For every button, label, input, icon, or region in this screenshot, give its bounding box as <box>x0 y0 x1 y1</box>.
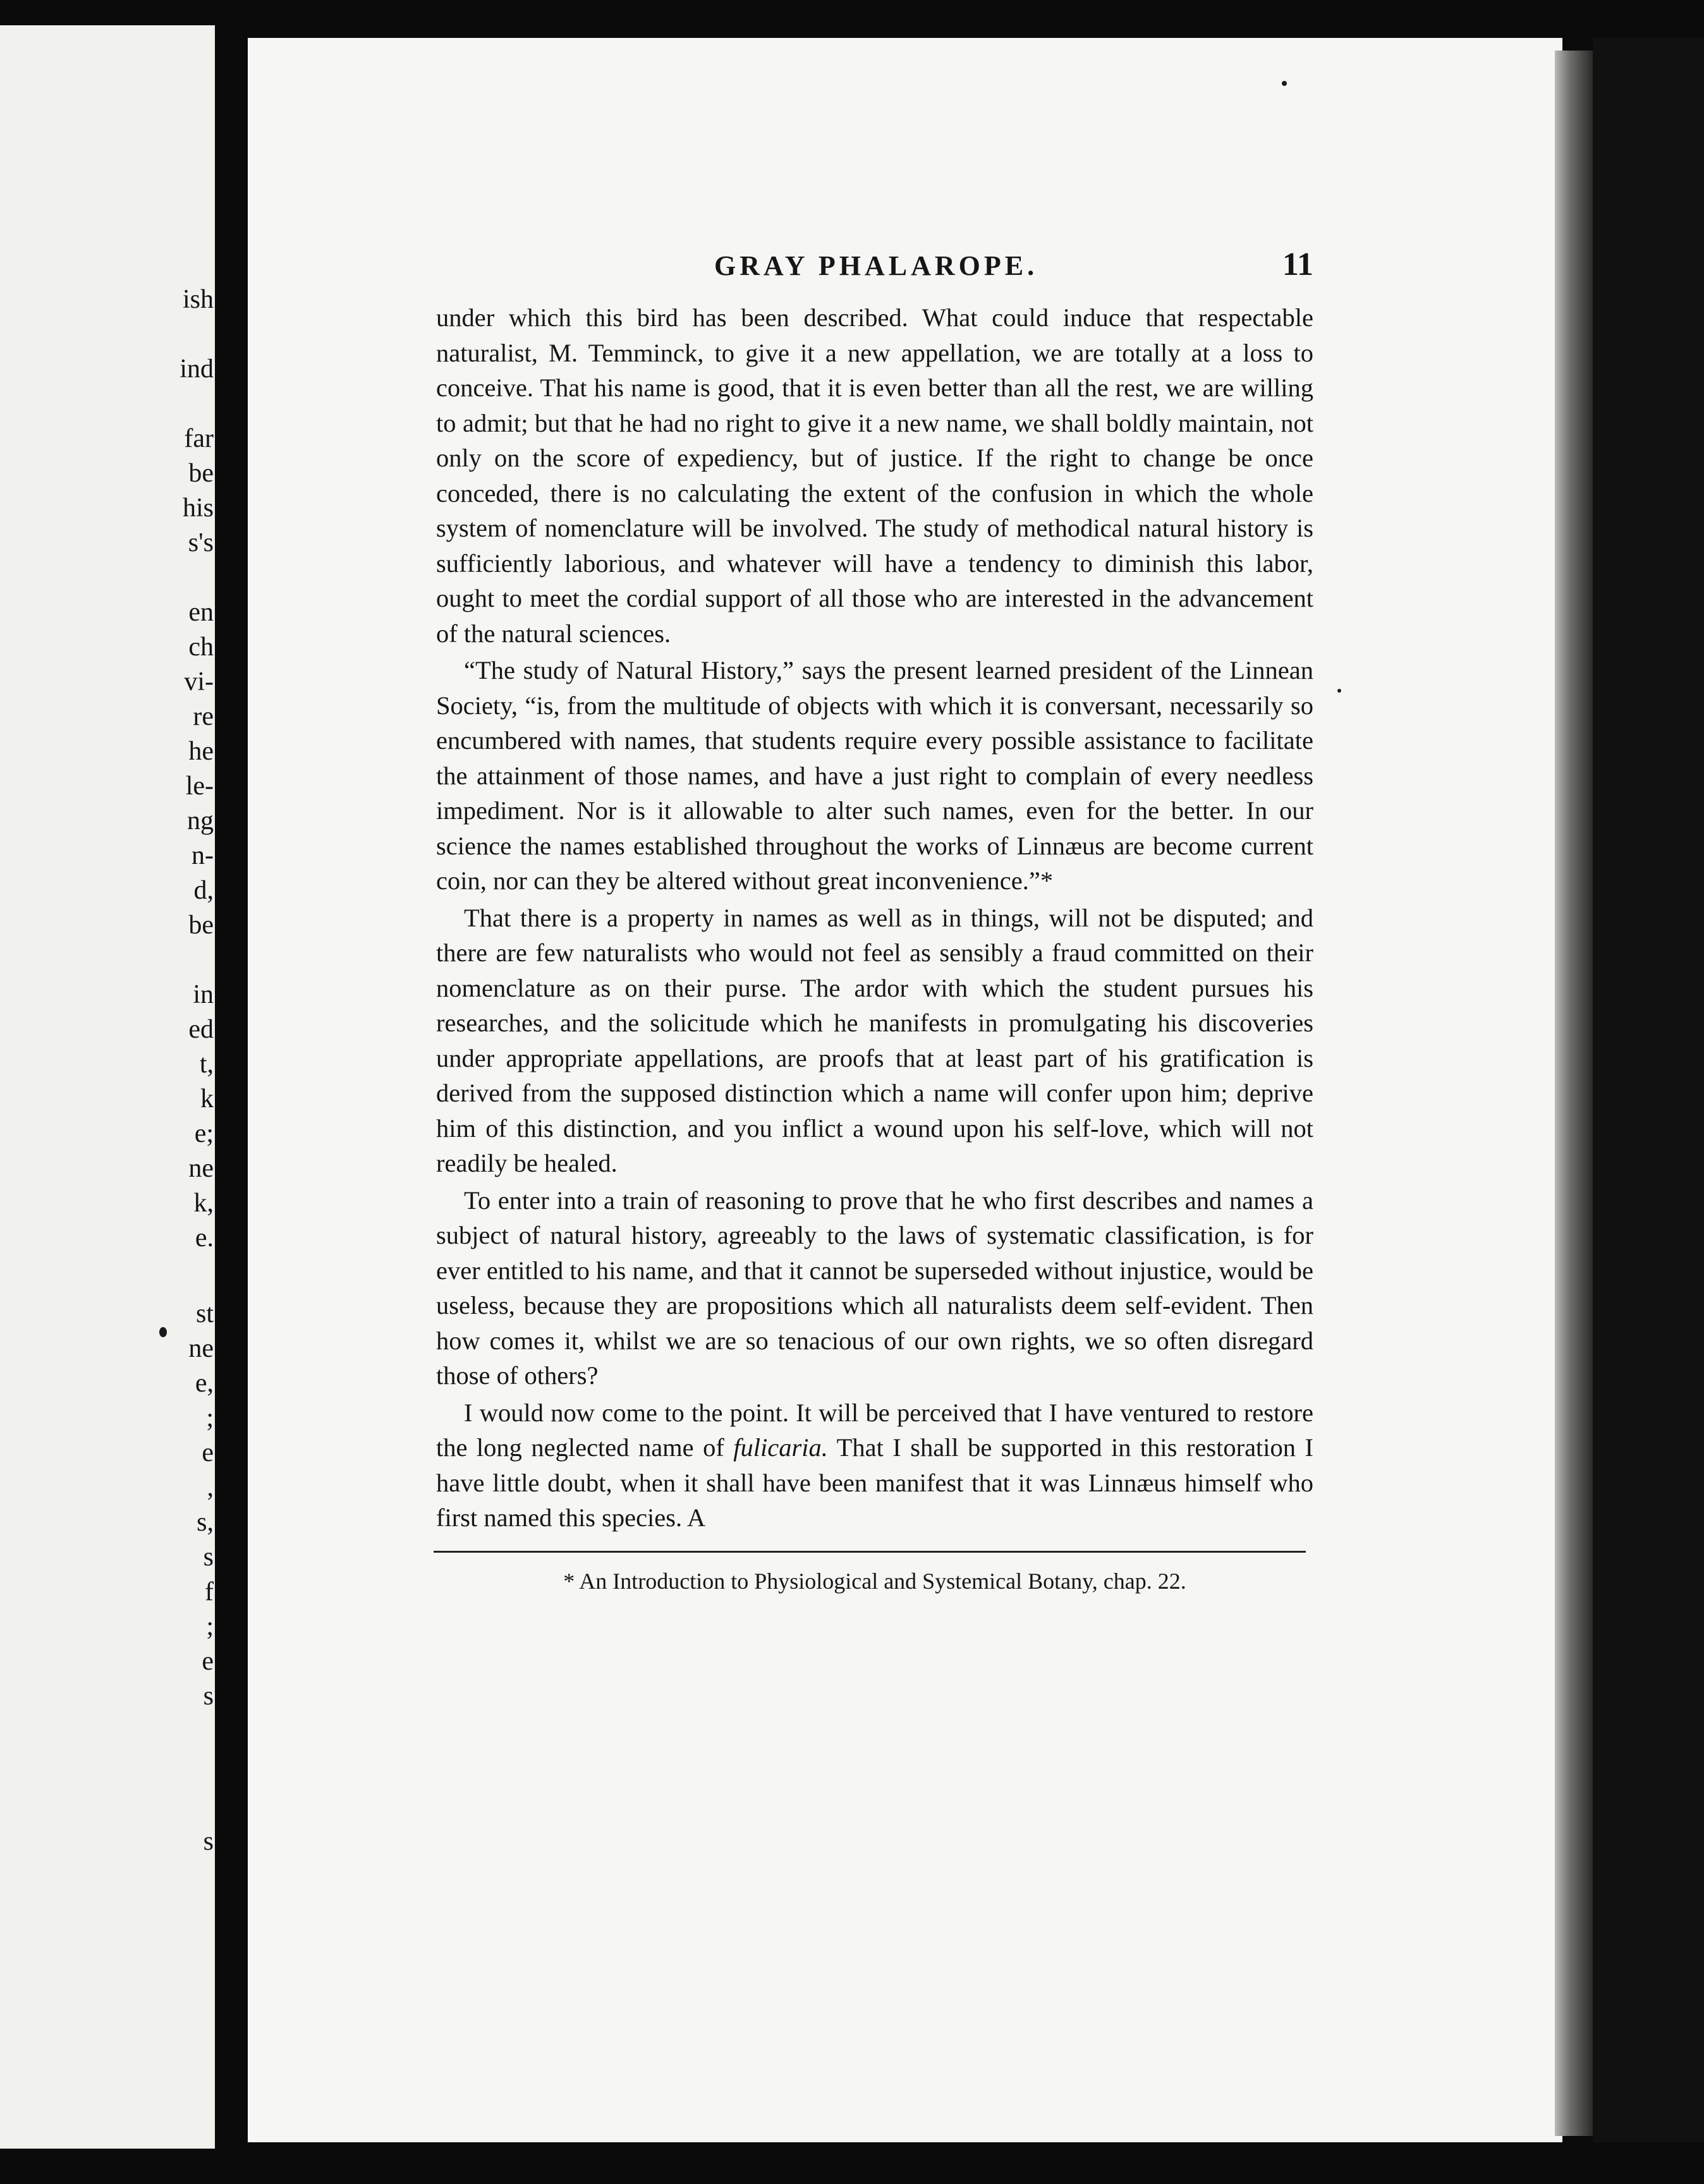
left-fragment: st <box>195 1299 214 1328</box>
running-head <box>436 246 1313 300</box>
left-fragment: re <box>193 702 214 731</box>
paragraph: That there is a property in names as well as in things, will not be disputed; and there are few naturalists who would not feel as sensibly a fraud committed on their nomenclature as on their purse. The ardor with which the student pursues his researches, and the solicitude which he manifests in promulgating his discoveries under appropriate appellations, are proofs that at least part of his gratification is derived from the supposed distinction which a name will confer upon him; deprive him of this distinction, and you inflict a wound upon his self-love, which will not readily be healed. <box>436 903 1313 1177</box>
ink-speck <box>1337 689 1341 693</box>
left-fragment: his <box>182 494 214 523</box>
left-fragment: d, <box>193 876 214 905</box>
running-title: GRAY PHALAROPE. <box>714 250 1038 281</box>
left-fragment: he <box>188 737 214 766</box>
left-fragment: s <box>203 1827 214 1856</box>
paragraph <box>436 1395 1313 1536</box>
left-fragment: , <box>207 1473 214 1502</box>
paragraph: To enter into a train of reasoning to prove that he who first describes and names a subject of natural history, agreeably to the laws of systematic classification, is for ever entitled to his name, and that it cannot be superseded without injustice, would be useless, because they are propositions which all naturalists deem self-evident. Then how comes it, whilst we are so tenacious of our own rights, we so often disregard those of others? <box>436 1186 1313 1390</box>
paragraph: under which this bird has been described. What could induce that respectable naturalist, M. Temminck, to give it a new appellation, we are totally at a loss to conceive. That his name is good, that it is even better than all the rest, we are willing to admit; but that he had no right to give it a new name, we shall boldly maintain, not only on the score of expediency, but of justice. If the right to change be once conceded, there is no calculating the extent of the confusion in which the whole system of nomenclature will be involved. The study of methodical natural history is sufficiently laborious, and whatever will have a tendency to diminish this labor, ought to meet the cordial support of all those who are interested in the advancement of the natural sciences. <box>436 303 1313 648</box>
left-fragment: s, <box>197 1508 214 1537</box>
paragraph-text: I would now come to the point. It will be perceived that I have ventured to restore the long neglected name of <box>436 1398 1313 1462</box>
book-gutter <box>215 0 253 2184</box>
footnote: * An Introduction to Physiological and Systemical Botany, chap. 22. <box>563 1568 1186 1594</box>
page-edge-shadow <box>1555 51 1593 2136</box>
left-fragment: vi- <box>184 667 214 696</box>
left-fragment: ish <box>182 285 214 314</box>
left-fragment: en <box>188 598 214 627</box>
left-fragment: k, <box>193 1189 214 1218</box>
left-fragment: in <box>193 980 214 1009</box>
left-fragment: far <box>184 424 214 453</box>
left-fragment: ; <box>206 1612 214 1641</box>
body-text <box>436 300 1313 1536</box>
left-fragment: s <box>203 1543 214 1572</box>
left-fragment: s's <box>188 528 214 557</box>
left-fragment: e <box>202 1647 214 1676</box>
left-fragment: e, <box>195 1369 214 1398</box>
left-fragment: s <box>203 1682 214 1711</box>
left-fragment: e <box>202 1438 214 1467</box>
paragraph: “The study of Natural History,” says the present learned president of the Linnean Society, “is, from the multitude of objects with which it is conversant, necessarily so encumbered with names, that students require every possible assistance to facilitate the attainment of those names, and have a just right to complain of every needless impediment. Nor is it allowable to alter such names, even for the better. In our science the names established throughout the works of Linnæus are become current coin, nor can they be altered without great inconvenience.”* <box>436 656 1313 895</box>
paragraph-text: That I shall be supported in this restoration I have little doubt, when it shall have been manifest that it was Linnæus himself who first named this species. A <box>436 1433 1313 1532</box>
left-fragment: e. <box>195 1223 214 1253</box>
page-number: 11 <box>1282 246 1313 282</box>
page-text-block <box>436 246 1313 1596</box>
left-fragment: le- <box>185 772 214 801</box>
left-fragment: t, <box>199 1050 214 1079</box>
left-fragment: ed <box>188 1015 214 1044</box>
scan-background-right <box>1593 38 1704 2142</box>
left-fragment: ne <box>188 1334 214 1363</box>
left-fragment: ng <box>187 806 214 835</box>
left-fragment: ne <box>188 1154 214 1183</box>
left-fragment: ; <box>206 1404 214 1433</box>
left-fragment: n- <box>192 841 214 870</box>
ink-speck <box>159 1327 167 1337</box>
left-fragment: ind <box>180 355 214 384</box>
left-page-text-fragments <box>0 25 228 2149</box>
left-fragment: e; <box>194 1119 214 1148</box>
left-fragment: k <box>200 1084 214 1113</box>
left-facing-page <box>0 25 228 2149</box>
left-fragment: be <box>188 911 214 940</box>
footnote-rule <box>434 1551 1306 1553</box>
left-fragment: ch <box>188 633 214 662</box>
ink-speck <box>1282 81 1287 86</box>
species-name-italic: fulicaria. <box>733 1433 828 1462</box>
left-fragment: f <box>205 1577 214 1606</box>
left-fragment: be <box>188 459 214 488</box>
